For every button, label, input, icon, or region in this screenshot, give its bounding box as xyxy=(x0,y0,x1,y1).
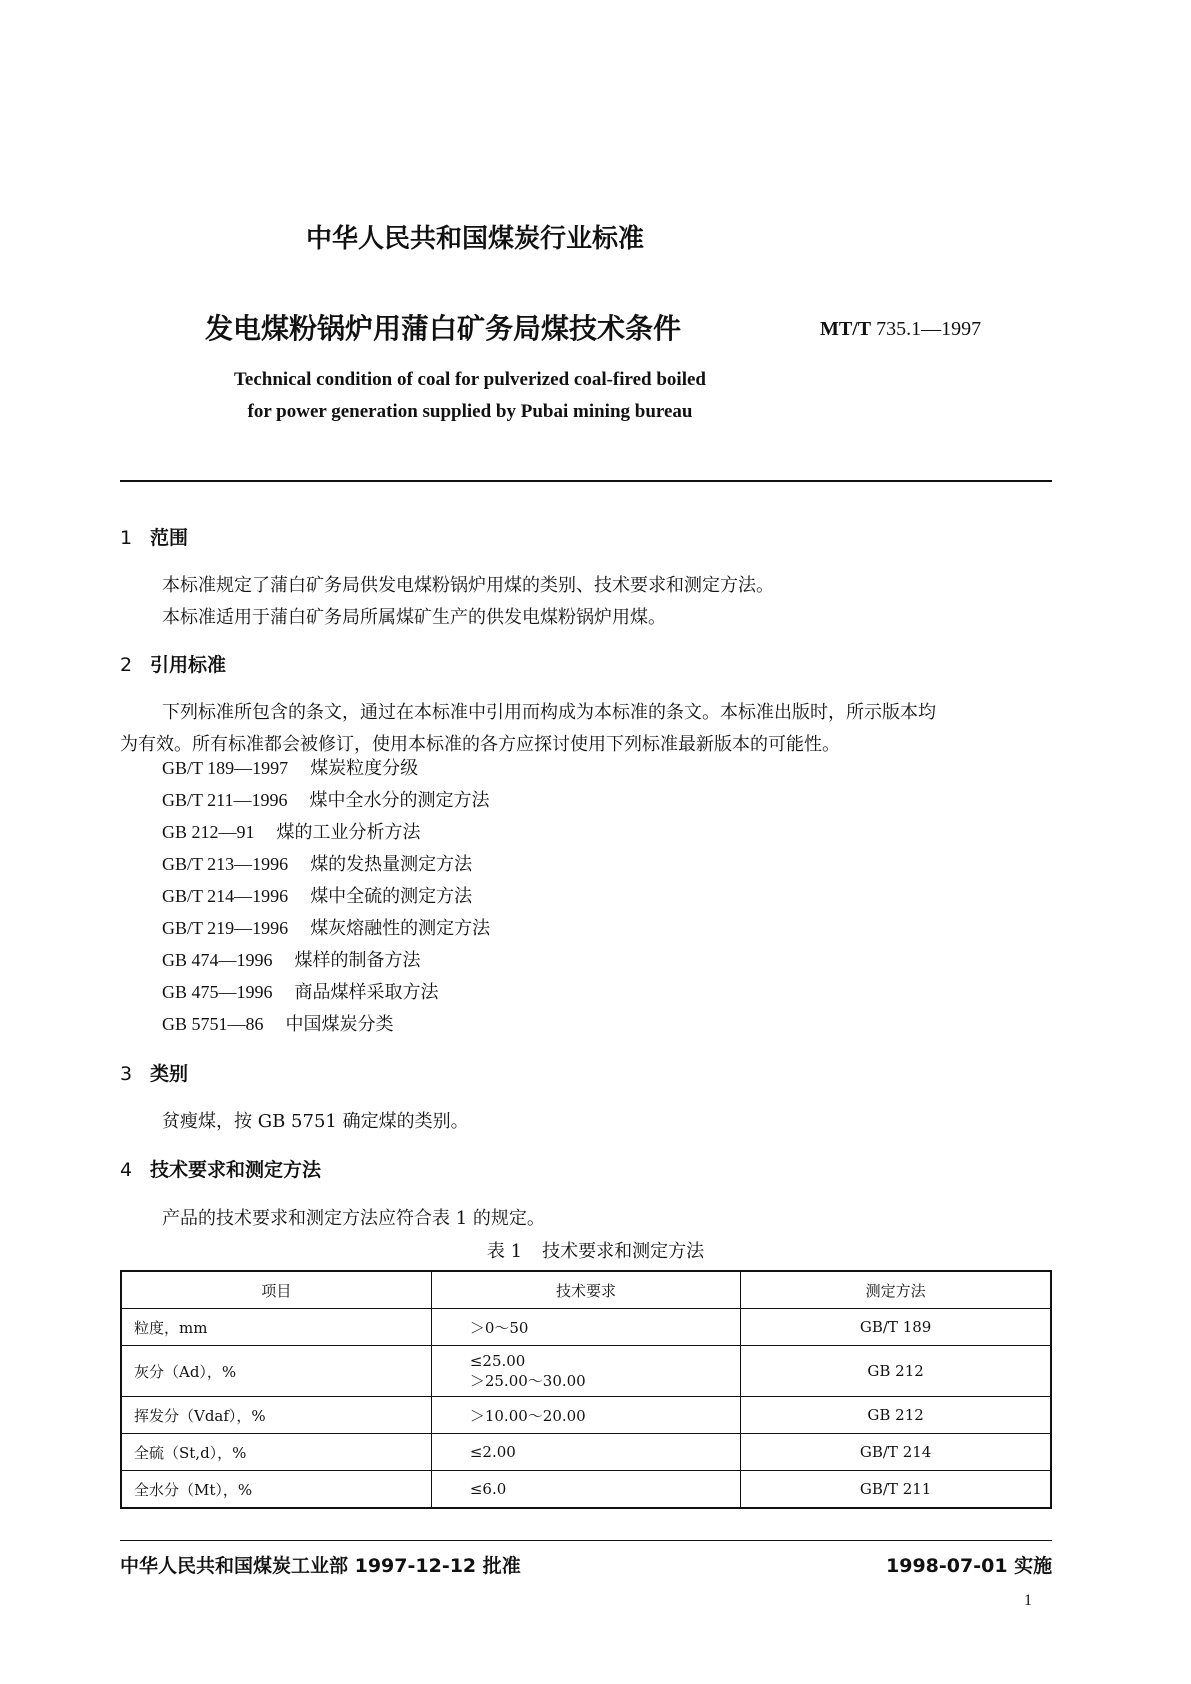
reference-name: 中国煤炭分类 xyxy=(285,1014,394,1035)
section-heading xyxy=(120,1155,321,1182)
reference-list xyxy=(162,752,490,1040)
table-cell-requirement: ＞0～50 xyxy=(431,1309,740,1346)
standard-code xyxy=(820,318,981,341)
english-title xyxy=(150,364,790,428)
reference-item xyxy=(162,880,490,912)
table-cell-requirement xyxy=(431,1346,740,1397)
paragraph: 下列标准所包含的条文，通过在本标准中引用而构成为本标准的条文。本标准出版时，所示版本均 xyxy=(162,702,936,723)
footer-divider xyxy=(120,1540,1052,1541)
header-divider xyxy=(120,480,1052,482)
table-cell-requirement: ≤2.00 xyxy=(431,1434,740,1471)
paragraph: 本标准适用于蒲白矿务局所属煤矿生产的供发电煤粉锅炉用煤。 xyxy=(162,607,666,628)
table-row xyxy=(121,1471,1051,1509)
document-title: 发电煤粉锅炉用蒲白矿务局煤技术条件 xyxy=(205,312,682,345)
reference-code: GB/T 211—1996 xyxy=(162,790,288,810)
issuing-organization: 中华人民共和国煤炭行业标准 xyxy=(305,224,644,254)
reference-code: GB 475—1996 xyxy=(162,982,273,1002)
reference-item xyxy=(162,752,490,784)
reference-item xyxy=(162,976,490,1008)
table-header-cell: 测定方法 xyxy=(741,1271,1051,1309)
reference-name: 煤炭粒度分级 xyxy=(310,758,419,779)
section-heading xyxy=(120,650,226,677)
table-cell-method: GB/T 214 xyxy=(741,1434,1051,1471)
paragraph: 贫瘦煤，按 GB 5751 确定煤的类别。 xyxy=(162,1111,469,1132)
table-header-cell: 技术要求 xyxy=(431,1271,740,1309)
standard-code-prefix: MT/T xyxy=(820,318,872,340)
requirement-line: ＞25.00～30.00 xyxy=(469,1371,586,1390)
standard-code-number: 735.1—1997 xyxy=(876,318,982,340)
reference-name: 煤中全硫的测定方法 xyxy=(310,886,473,907)
table-cell-method: GB/T 211 xyxy=(741,1471,1051,1509)
table-row xyxy=(121,1309,1051,1346)
table-cell-item: 挥发分（Vdaf），% xyxy=(121,1397,431,1434)
table-cell-requirement: ≤6.0 xyxy=(431,1471,740,1509)
table-cell-item: 全硫（St,d），% xyxy=(121,1434,431,1471)
reference-item xyxy=(162,1008,490,1040)
table-caption xyxy=(0,1237,1191,1263)
section-title: 引用标准 xyxy=(150,654,227,676)
reference-item xyxy=(162,944,490,976)
reference-item xyxy=(162,912,490,944)
page-number: 1 xyxy=(1024,1592,1032,1609)
reference-name: 煤中全水分的测定方法 xyxy=(309,790,490,811)
table-cell-requirement: ＞10.00～20.00 xyxy=(431,1397,740,1434)
reference-name: 煤的工业分析方法 xyxy=(276,822,421,843)
section-title: 技术要求和测定方法 xyxy=(150,1159,322,1181)
section-number: 1 xyxy=(120,527,133,549)
table-header-row xyxy=(121,1271,1051,1309)
section-title: 类别 xyxy=(150,1063,189,1085)
reference-name: 商品煤样采取方法 xyxy=(294,982,439,1003)
table-cell-method: GB/T 189 xyxy=(741,1309,1051,1346)
table-row xyxy=(121,1346,1051,1397)
reference-code: GB/T 219—1996 xyxy=(162,918,289,938)
reference-item xyxy=(162,816,490,848)
reference-item xyxy=(162,784,490,816)
paragraph: 为有效。所有标准都会被修订，使用本标准的各方应探讨使用下列标准最新版本的可能性。 xyxy=(120,734,840,755)
table-caption-label: 表 1 xyxy=(486,1241,523,1262)
table-cell-item: 全水分（Mt），% xyxy=(121,1471,431,1509)
table-cell-method: GB 212 xyxy=(741,1346,1051,1397)
reference-code: GB 212—91 xyxy=(162,822,255,842)
english-title-line: for power generation supplied by Pubai mining bureau xyxy=(247,401,693,422)
requirement-line: ≤25.00 xyxy=(469,1351,526,1370)
reference-name: 煤灰熔融性的测定方法 xyxy=(310,918,491,939)
table-header-cell: 项目 xyxy=(121,1271,431,1309)
effective-date: 1998-07-01 实施 xyxy=(886,1555,1053,1577)
reference-code: GB/T 189—1997 xyxy=(162,758,289,778)
reference-name: 煤的发热量测定方法 xyxy=(310,854,473,875)
reference-code: GB/T 214—1996 xyxy=(162,886,289,906)
reference-code: GB/T 213—1996 xyxy=(162,854,289,874)
paragraph: 本标准规定了蒲白矿务局供发电煤粉锅炉用煤的类别、技术要求和测定方法。 xyxy=(162,575,774,596)
section-heading xyxy=(120,523,188,550)
reference-code: GB 5751—86 xyxy=(162,1014,264,1034)
english-title-line: Technical condition of coal for pulverized coal-fired boiled xyxy=(234,369,706,390)
section-number: 2 xyxy=(120,654,133,676)
table-row xyxy=(121,1434,1051,1471)
table-cell-method: GB 212 xyxy=(741,1397,1051,1434)
approval-line: 中华人民共和国煤炭工业部 1997-12-12 批准 xyxy=(120,1555,521,1577)
section-number: 4 xyxy=(120,1159,133,1181)
reference-item xyxy=(162,848,490,880)
spec-table xyxy=(120,1270,1052,1509)
section-title: 范围 xyxy=(150,527,189,549)
table-row xyxy=(121,1397,1051,1434)
table-caption-title: 技术要求和测定方法 xyxy=(542,1241,705,1262)
table-cell-item: 灰分（Ad），% xyxy=(121,1346,431,1397)
section-number: 3 xyxy=(120,1063,133,1085)
section-heading xyxy=(120,1059,188,1086)
reference-code: GB 474—1996 xyxy=(162,950,273,970)
reference-name: 煤样的制备方法 xyxy=(294,950,421,971)
paragraph: 产品的技术要求和测定方法应符合表 1 的规定。 xyxy=(162,1208,545,1229)
table-cell-item: 粒度，mm xyxy=(121,1309,431,1346)
